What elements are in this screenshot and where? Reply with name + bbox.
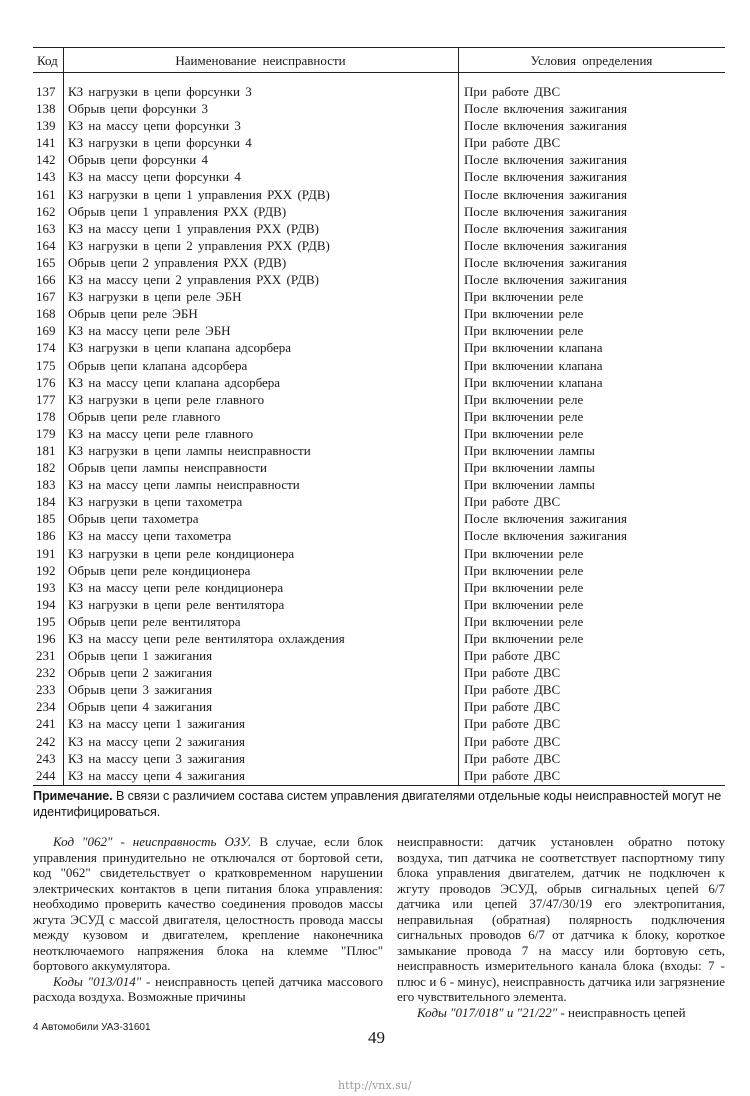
cell-code: 165: [36, 254, 56, 270]
cell-condition: При включении реле: [464, 596, 584, 612]
cell-condition: При включении лампы: [464, 477, 595, 493]
header-condition: Условия определения: [530, 53, 653, 68]
cell-condition: После включения зажигания: [464, 186, 627, 202]
table-row: [33, 203, 725, 220]
cell-code: 161: [36, 186, 56, 202]
paragraph-text: - неисправность цепей: [557, 1004, 686, 1020]
cell-code: 141: [36, 135, 56, 151]
cell-code: 175: [36, 357, 56, 373]
cell-code: 177: [36, 391, 56, 407]
paragraph-text: неисправности: датчик установлен обратно потоку воздуха, тип датчика не соответствует паспортному типу блока управления двигателем, датчик не подключен к жгуту проводов ЭСУД, обрыв сигнальных цепей 6/7 датчика или цепей 37/47/30/19 его электропитания, неправильная (обратная) полярность подключения сигнальных проводов 6/7 от датчика к блоку, короткое замыкание провода 7 на массу или бортовую сеть, неисправность измерительного канала блока (входы: 7 - плюс и 6 - минус), неисправность датчика или загрязнение его чувствительного элемента.: [397, 834, 725, 1004]
cell-condition: При включении лампы: [464, 460, 595, 476]
paragraph-codes-013-014: [33, 974, 383, 1005]
table-row: [33, 186, 725, 203]
cell-condition: После включения зажигания: [464, 118, 627, 134]
table-row: [33, 408, 725, 425]
table-row: [33, 254, 725, 271]
cell-fault-name: КЗ на массу цепи реле кондиционера: [68, 579, 284, 595]
cell-condition: При включении реле: [464, 425, 584, 441]
cell-fault-name: КЗ на массу цепи реле ЭБН: [68, 323, 231, 339]
cell-code: 138: [36, 101, 56, 117]
cell-code: 142: [36, 152, 56, 168]
table-body: [33, 83, 725, 784]
watermark-link[interactable]: http://vnx.su/: [338, 1079, 412, 1092]
cell-fault-name: КЗ нагрузки в цепи реле кондиционера: [68, 545, 295, 561]
cell-condition: После включения зажигания: [464, 254, 627, 270]
cell-fault-name: КЗ на массу цепи 1 управления РХХ (РДВ): [68, 220, 319, 236]
table-row: [33, 271, 725, 288]
cell-code: 163: [36, 220, 56, 236]
cell-condition: При работе ДВС: [464, 699, 561, 715]
cell-code: 196: [36, 631, 56, 646]
cell-fault-name: КЗ на массу цепи лампы неисправности: [68, 477, 300, 493]
table-row: [33, 715, 725, 732]
cell-fault-name: КЗ на массу цепи клапана адсорбера: [68, 374, 281, 390]
cell-code: 168: [36, 306, 56, 322]
cell-code: 139: [36, 118, 56, 134]
cell-fault-name: КЗ на массу цепи форсунки 4: [68, 169, 241, 185]
cell-condition: При работе ДВС: [464, 750, 561, 766]
table-note: [33, 789, 725, 820]
paragraph-lead: Коды "017/018" и "21/22": [417, 1004, 558, 1020]
cell-fault-name: КЗ нагрузки в цепи лампы неисправности: [68, 442, 311, 458]
cell-fault-name: Обрыв цепи реле вентилятора: [68, 613, 241, 629]
cell-code: 186: [36, 528, 56, 544]
cell-fault-name: Обрыв цепи реле главного: [68, 408, 221, 424]
table-row: [33, 425, 725, 442]
cell-condition: При включении реле: [464, 545, 584, 561]
body-column-left: [33, 834, 383, 1005]
cell-condition: При включении реле: [464, 613, 584, 629]
cell-code: 191: [36, 545, 56, 561]
cell-condition: При включении реле: [464, 289, 584, 305]
cell-code: 169: [36, 323, 56, 339]
cell-code: 143: [36, 169, 56, 185]
cell-fault-name: Обрыв цепи лампы неисправности: [68, 460, 267, 476]
table-row: [33, 527, 725, 544]
cell-code: 194: [36, 596, 56, 612]
cell-condition: При включении лампы: [464, 442, 595, 458]
footer-signature: 4 Автомобили УАЗ-31601: [33, 1022, 151, 1033]
table-row: [33, 767, 725, 784]
table-row: [33, 476, 725, 493]
table-row: [33, 305, 725, 322]
cell-condition: После включения зажигания: [464, 203, 627, 219]
cell-code: 234: [36, 699, 56, 715]
cell-code: 179: [36, 425, 56, 441]
cell-fault-name: КЗ нагрузки в цепи форсунки 4: [68, 135, 252, 151]
cell-code: 178: [36, 408, 56, 424]
cell-condition: При включении клапана: [464, 340, 603, 356]
table-row: [33, 493, 725, 510]
note-label: Примечание.: [33, 789, 113, 803]
cell-fault-name: КЗ на массу цепи тахометра: [68, 528, 232, 544]
cell-code: 242: [36, 733, 56, 749]
table-row: [33, 545, 725, 562]
cell-condition: При включении реле: [464, 579, 584, 595]
cell-fault-name: Обрыв цепи 4 зажигания: [68, 699, 213, 715]
table-row: [33, 83, 725, 100]
cell-condition: При работе ДВС: [464, 494, 561, 510]
cell-condition: После включения зажигания: [464, 511, 627, 527]
paragraph-lead: Код "062" - неисправность ОЗУ.: [53, 834, 252, 849]
cell-condition: При работе ДВС: [464, 135, 561, 151]
cell-fault-name: Обрыв цепи 2 зажигания: [68, 665, 213, 681]
table-row: [33, 681, 725, 698]
table-row: [33, 733, 725, 750]
paragraph-text: В случае, если блок управления принудительно не отключался от бортовой сети, код "062" свидетельствует о кратковременном нарушении электрических контактов в цепи питания блока управления: необходимо проверить качество соединения проводов массы жгута ЭСУД с массой двигателя, целостность провода массы между кузовом и двигателем, крепление наконечника неотключаемого напряжения блока на клемме "Плюс" бортового аккумулятора.: [33, 834, 383, 973]
cell-code: 176: [36, 374, 56, 390]
table-row: [33, 100, 725, 117]
cell-code: 195: [36, 613, 56, 629]
cell-condition: При работе ДВС: [464, 648, 561, 664]
cell-code: 232: [36, 665, 56, 681]
table-row: [33, 459, 725, 476]
cell-fault-name: Обрыв цепи 3 зажигания: [68, 682, 213, 698]
table-bottom-rule: [33, 785, 725, 786]
table-row: [33, 664, 725, 681]
cell-fault-name: КЗ на массу цепи 1 зажигания: [68, 716, 245, 732]
table-row: [33, 698, 725, 715]
cell-fault-name: КЗ на массу цепи 4 зажигания: [68, 767, 245, 783]
cell-code: 164: [36, 237, 56, 253]
table-row: [33, 168, 725, 185]
header-code: Код: [37, 53, 58, 68]
table-header: [33, 47, 725, 72]
cell-fault-name: Обрыв цепи 1 зажигания: [68, 648, 213, 664]
cell-code: 182: [36, 460, 56, 476]
table-row: [33, 374, 725, 391]
cell-fault-name: Обрыв цепи реле кондиционера: [68, 562, 251, 578]
cell-fault-name: Обрыв цепи форсунки 3: [68, 101, 209, 117]
cell-fault-name: КЗ на массу цепи 2 управления РХХ (РДВ): [68, 272, 319, 288]
cell-fault-name: КЗ на массу цепи форсунки 3: [68, 118, 241, 134]
cell-fault-name: КЗ на массу цепи 2 зажигания: [68, 733, 245, 749]
table-row: [33, 220, 725, 237]
body-column-right: [397, 834, 725, 1020]
cell-condition: При включении реле: [464, 391, 584, 407]
cell-code: 166: [36, 272, 56, 288]
table-row: [33, 579, 725, 596]
cell-condition: При работе ДВС: [464, 665, 561, 681]
table-row: [33, 630, 725, 647]
cell-code: 192: [36, 562, 56, 578]
cell-condition: После включения зажигания: [464, 101, 627, 117]
cell-code: 243: [36, 750, 56, 766]
header-fault-name: Наименование неисправности: [175, 53, 346, 68]
table-row: [33, 357, 725, 374]
cell-condition: При работе ДВС: [464, 733, 561, 749]
cell-condition: При работе ДВС: [464, 716, 561, 732]
cell-code: 193: [36, 579, 56, 595]
paragraph-codes-017-018: [397, 1005, 725, 1021]
cell-code: 181: [36, 442, 56, 458]
page-number: 49: [368, 1028, 385, 1047]
table-row: [33, 391, 725, 408]
cell-condition: После включения зажигания: [464, 152, 627, 168]
table-row: [33, 339, 725, 356]
cell-code: 233: [36, 682, 56, 698]
cell-code: 183: [36, 477, 56, 493]
cell-fault-name: Обрыв цепи клапана адсорбера: [68, 357, 248, 373]
cell-code: 244: [36, 767, 56, 783]
cell-condition: При включении реле: [464, 306, 584, 322]
table-row: [33, 596, 725, 613]
table-row: [33, 288, 725, 305]
table-row: [33, 117, 725, 134]
cell-code: 162: [36, 203, 56, 219]
table-row: [33, 322, 725, 339]
cell-fault-name: КЗ на массу цепи 3 зажигания: [68, 750, 245, 766]
cell-fault-name: Обрыв цепи 2 управления РХХ (РДВ): [68, 254, 287, 270]
table-row: [33, 134, 725, 151]
table-header-rule: [33, 72, 725, 73]
table-row: [33, 237, 725, 254]
cell-condition: После включения зажигания: [464, 220, 627, 236]
cell-code: 231: [36, 648, 56, 664]
cell-fault-name: КЗ нагрузки в цепи форсунки 3: [68, 84, 252, 99]
table-row: [33, 647, 725, 664]
cell-code: 137: [36, 84, 56, 99]
table-row: [33, 442, 725, 459]
table-row: [33, 613, 725, 630]
cell-condition: При включении клапана: [464, 357, 603, 373]
cell-fault-name: КЗ нагрузки в цепи 1 управления РХХ (РДВ): [68, 186, 330, 202]
cell-fault-name: КЗ нагрузки в цепи 2 управления РХХ (РДВ): [68, 237, 330, 253]
cell-condition: При включении реле: [464, 408, 584, 424]
cell-fault-name: КЗ нагрузки в цепи тахометра: [68, 494, 243, 510]
cell-condition: При включении реле: [464, 631, 584, 646]
cell-fault-name: Обрыв цепи форсунки 4: [68, 152, 209, 168]
table-row: [33, 750, 725, 767]
cell-condition: После включения зажигания: [464, 237, 627, 253]
cell-code: 174: [36, 340, 56, 356]
cell-fault-name: КЗ нагрузки в цепи реле ЭБН: [68, 289, 242, 305]
cell-condition: При работе ДВС: [464, 767, 561, 783]
cell-fault-name: КЗ нагрузки в цепи реле вентилятора: [68, 596, 285, 612]
table-row: [33, 151, 725, 168]
cell-fault-name: Обрыв цепи реле ЭБН: [68, 306, 198, 322]
cell-condition: После включения зажигания: [464, 528, 627, 544]
cell-condition: При включении клапана: [464, 374, 603, 390]
cell-code: 167: [36, 289, 56, 305]
cell-condition: При включении реле: [464, 323, 584, 339]
paragraph-continued: [397, 834, 725, 1005]
cell-fault-name: КЗ на массу цепи реле главного: [68, 425, 254, 441]
table-row: [33, 562, 725, 579]
cell-condition: При включении реле: [464, 562, 584, 578]
cell-condition: При работе ДВС: [464, 682, 561, 698]
cell-code: 185: [36, 511, 56, 527]
cell-condition: После включения зажигания: [464, 169, 627, 185]
cell-condition: После включения зажигания: [464, 272, 627, 288]
cell-code: 241: [36, 716, 56, 732]
cell-condition: При работе ДВС: [464, 84, 561, 99]
cell-fault-name: Обрыв цепи 1 управления РХХ (РДВ): [68, 203, 287, 219]
table-row: [33, 510, 725, 527]
paragraph-text: - неисправность цепей датчика массового расхода воздуха. Возможные причины: [33, 973, 383, 1004]
cell-code: 184: [36, 494, 56, 510]
cell-fault-name: Обрыв цепи тахометра: [68, 511, 199, 527]
cell-fault-name: КЗ нагрузки в цепи клапана адсорбера: [68, 340, 292, 356]
paragraph-lead: Коды "013/014": [53, 973, 142, 989]
cell-fault-name: КЗ на массу цепи реле вентилятора охлаждения: [68, 631, 345, 646]
note-text: В связи с различием состава систем управления двигателями отдельные коды неисправностей могут не идентифицироваться.: [33, 789, 722, 819]
paragraph-code-062: [33, 834, 383, 974]
cell-fault-name: КЗ нагрузки в цепи реле главного: [68, 391, 265, 407]
